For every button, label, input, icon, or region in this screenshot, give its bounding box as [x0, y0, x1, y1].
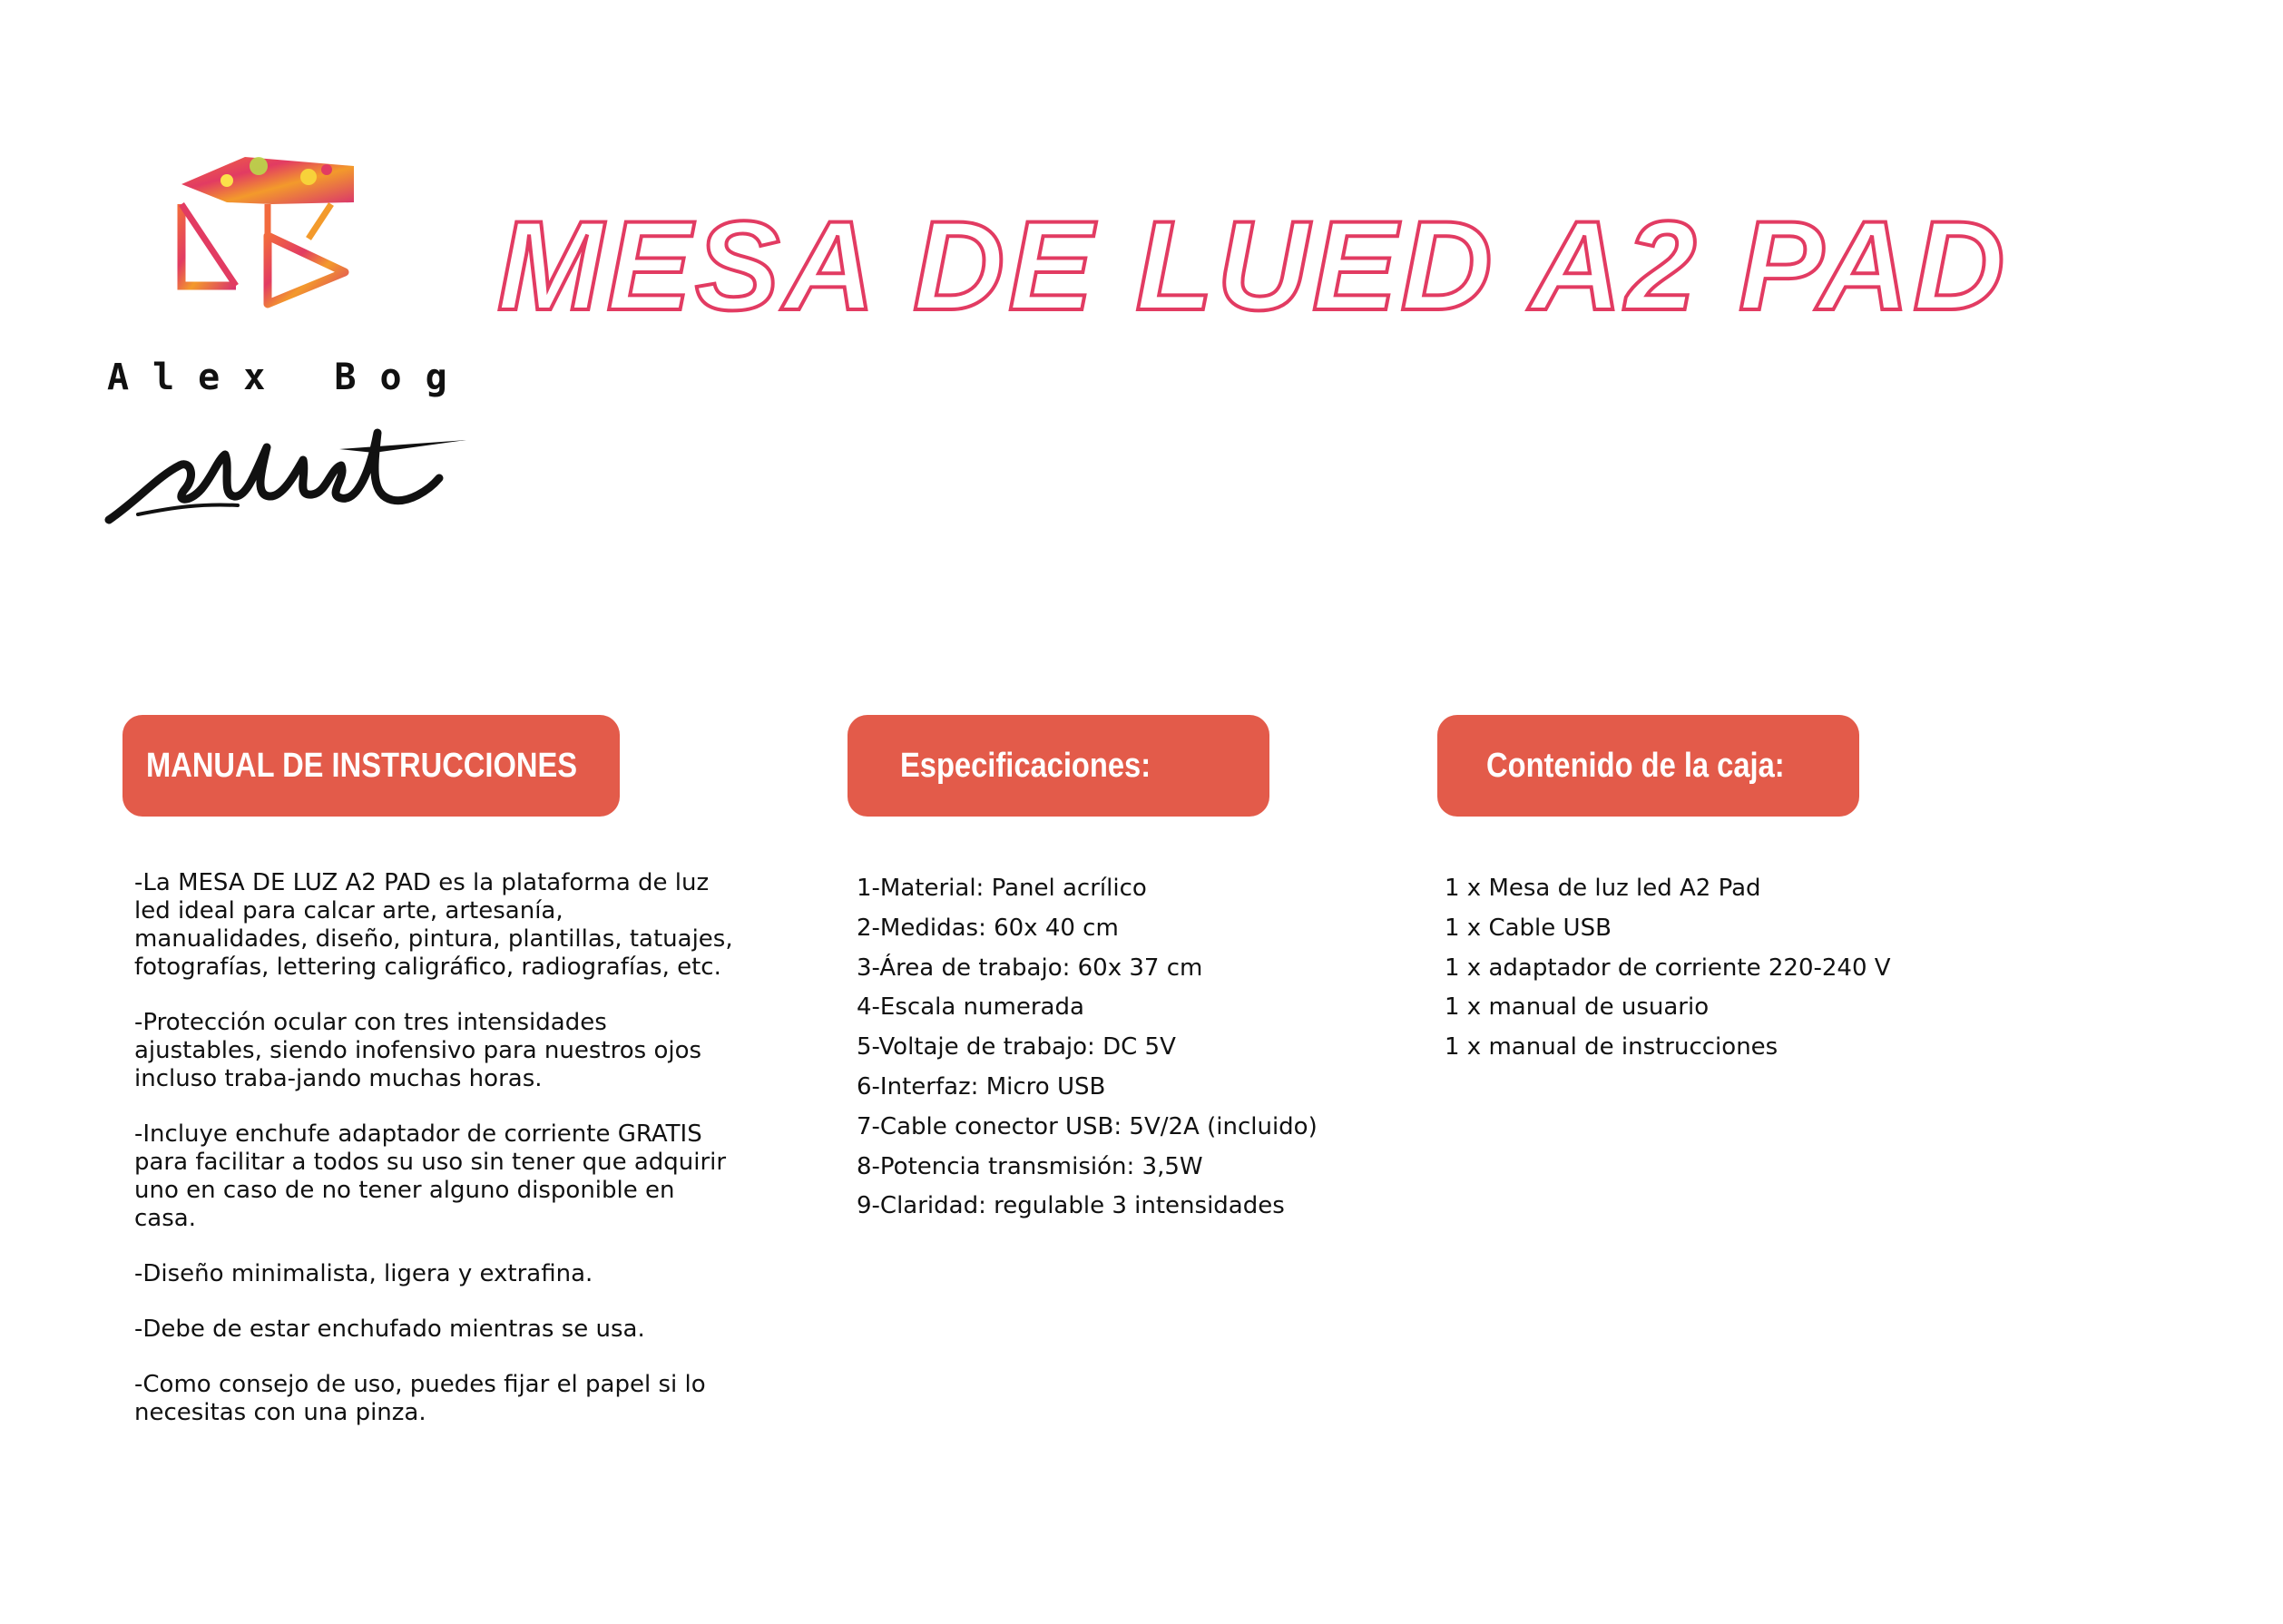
manual-heading: MANUAL DE INSTRUCCIONES	[146, 747, 578, 785]
manual-paragraph: -La MESA DE LUZ A2 PAD es la plataforma de luz led ideal para calcar arte, artesanía, manualidades, diseño, pintura, plantillas, tatuajes, fotografías, lettering caligráfico, radiografías, etc.	[134, 869, 733, 981]
manual-paragraph: -Debe de estar enchufado mientras se usa.	[134, 1316, 645, 1343]
brand-logo-icon	[172, 150, 372, 308]
box-item: 1 x adaptador de corriente 220-240 V	[1445, 954, 1891, 982]
manual-paragraph: -Como consejo de uso, puedes fijar el papel si lo necesitas con una pinza.	[134, 1371, 706, 1426]
brand-name: Alex Bog	[107, 357, 471, 398]
spec-item: 2-Medidas: 60x 40 cm	[857, 914, 1119, 942]
spec-item: 6-Interfaz: Micro USB	[857, 1072, 1106, 1101]
page-title: MESA DE LUED A2 PAD	[497, 194, 2009, 337]
box-contents-heading: Contenido de la caja:	[1486, 747, 1785, 785]
box-item: 1 x manual de usuario	[1445, 993, 1710, 1022]
specs-list	[857, 869, 1328, 1227]
spec-item: 3-Área de trabajo: 60x 37 cm	[857, 954, 1203, 982]
box-item: 1 x Cable USB	[1445, 914, 1612, 942]
spec-item: 1-Material: Panel acrílico	[857, 875, 1147, 902]
specs-heading: Especificaciones:	[900, 747, 1151, 785]
spec-item: 9-Claridad: regulable 3 intensidades	[857, 1192, 1285, 1220]
manual-paragraph: -Incluye enchufe adaptador de corriente GRATIS para facilitar a todos su uso sin tener que adquirir uno en caso de no tener alguno disponible en casa.	[134, 1120, 727, 1232]
box-contents-list	[1445, 869, 1953, 1068]
box-item: 1 x manual de instrucciones	[1445, 1033, 1778, 1061]
spec-item: 5-Voltaje de trabajo: DC 5V	[857, 1033, 1176, 1061]
box-contents-heading-badge	[1437, 715, 1859, 817]
spec-item: 4-Escala numerada	[857, 993, 1084, 1022]
manual-text-column	[134, 869, 733, 1454]
manual-paragraph: -Protección ocular con tres intensidades ajustables, siendo inofensivo para nuestros ojos incluso traba-jando muchas horas.	[134, 1009, 702, 1092]
spec-item: 8-Potencia transmisión: 3,5W	[857, 1152, 1203, 1180]
box-item: 1 x Mesa de luz led A2 Pad	[1445, 875, 1761, 902]
manual-paragraph: -Diseño minimalista, ligera y extrafina.	[134, 1260, 593, 1287]
artist-signature-logo	[102, 413, 474, 531]
manual-heading-badge	[122, 715, 620, 817]
spec-item: 7-Cable conector USB: 5V/2A (incluido)	[857, 1112, 1318, 1140]
specs-heading-badge	[848, 715, 1269, 817]
